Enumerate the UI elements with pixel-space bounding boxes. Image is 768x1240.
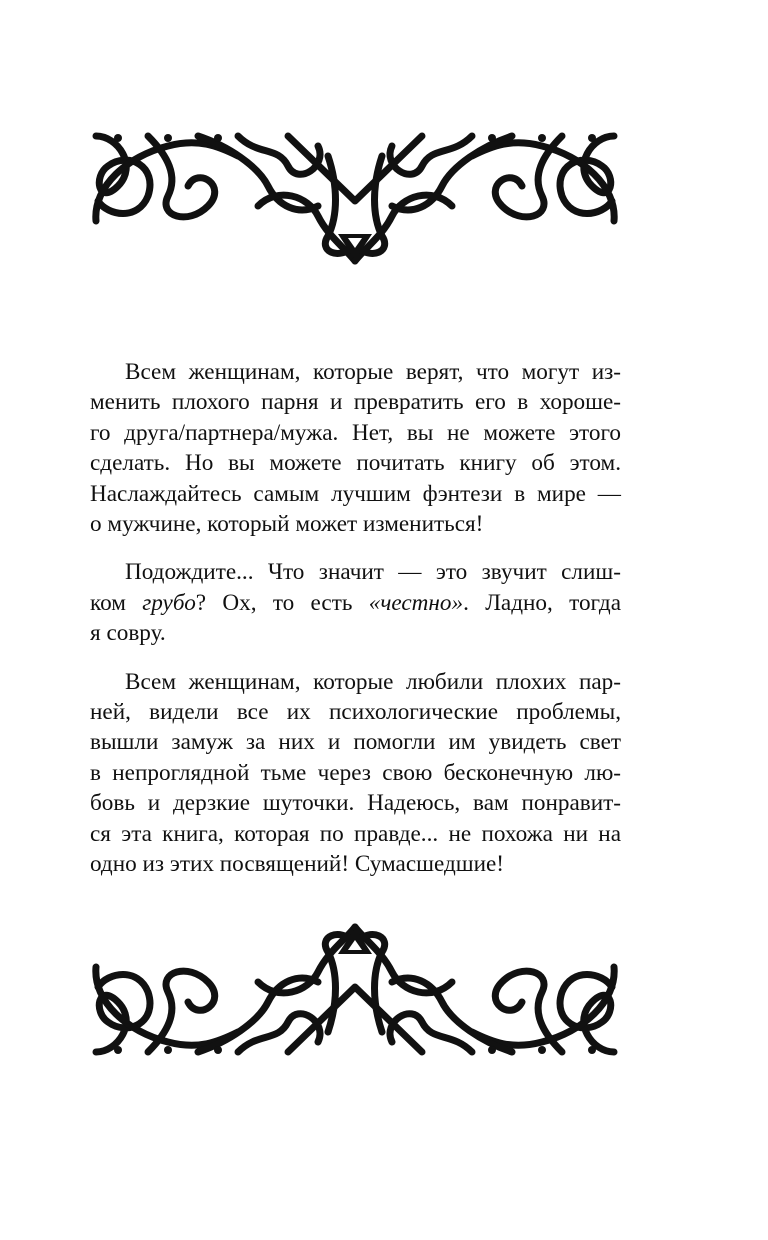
dedication-paragraph-1 <box>90 357 621 539</box>
text-line <box>90 588 621 618</box>
celtic-knot-icon <box>88 922 622 1062</box>
emphasis-chestno: «честно» <box>368 589 464 616</box>
text-line: менить плохого парня и превратить его в хороше- <box>90 389 621 416</box>
text-line: Наслаждайтесь самым лучшим фэнтези в мире — <box>90 480 621 507</box>
text-line: в непроглядной тьме через свою бесконечную лю- <box>90 759 621 786</box>
celtic-knot-icon <box>88 126 622 266</box>
text-line: сделать. Но вы можете почитать книгу об этом. <box>90 450 621 477</box>
text-line: ся эта книга, которая по правде... не похожа ни на <box>90 820 621 847</box>
celtic-knot-ornament-top <box>88 126 622 266</box>
dedication-text <box>90 357 621 898</box>
text-line: Всем женщинам, которые верят, что могут из- <box>125 359 621 385</box>
dedication-paragraph-3 <box>90 667 621 880</box>
text-line: одно из этих посвящений! Сумасшедшие! <box>90 851 505 878</box>
text-line: бовь и дерзкие шуточки. Надеюсь, вам понравит- <box>90 790 621 817</box>
text-line: я совру. <box>90 620 166 647</box>
dedication-paragraph-2 <box>90 557 621 648</box>
text-line: ней, видели все их психологические проблемы, <box>90 699 621 726</box>
text-fragment: ком <box>90 589 143 616</box>
text-fragment: . Ладно, тогда <box>463 589 621 616</box>
text-line: вышли замуж за них и помогли им увидеть свет <box>90 729 621 756</box>
text-line: го друга/партнера/мужа. Нет, вы не можете этого <box>90 419 621 446</box>
text-line: о мужчине, который может измениться! <box>90 511 484 538</box>
text-line: Подождите... Что значит — это звучит слиш- <box>125 559 621 586</box>
emphasis-grubo: грубо <box>142 589 196 616</box>
celtic-knot-ornament-bottom <box>88 922 622 1062</box>
text-line: Всем женщинам, которые любили плохих пар- <box>125 668 621 695</box>
text-fragment: ? Ох, то есть <box>195 589 369 616</box>
